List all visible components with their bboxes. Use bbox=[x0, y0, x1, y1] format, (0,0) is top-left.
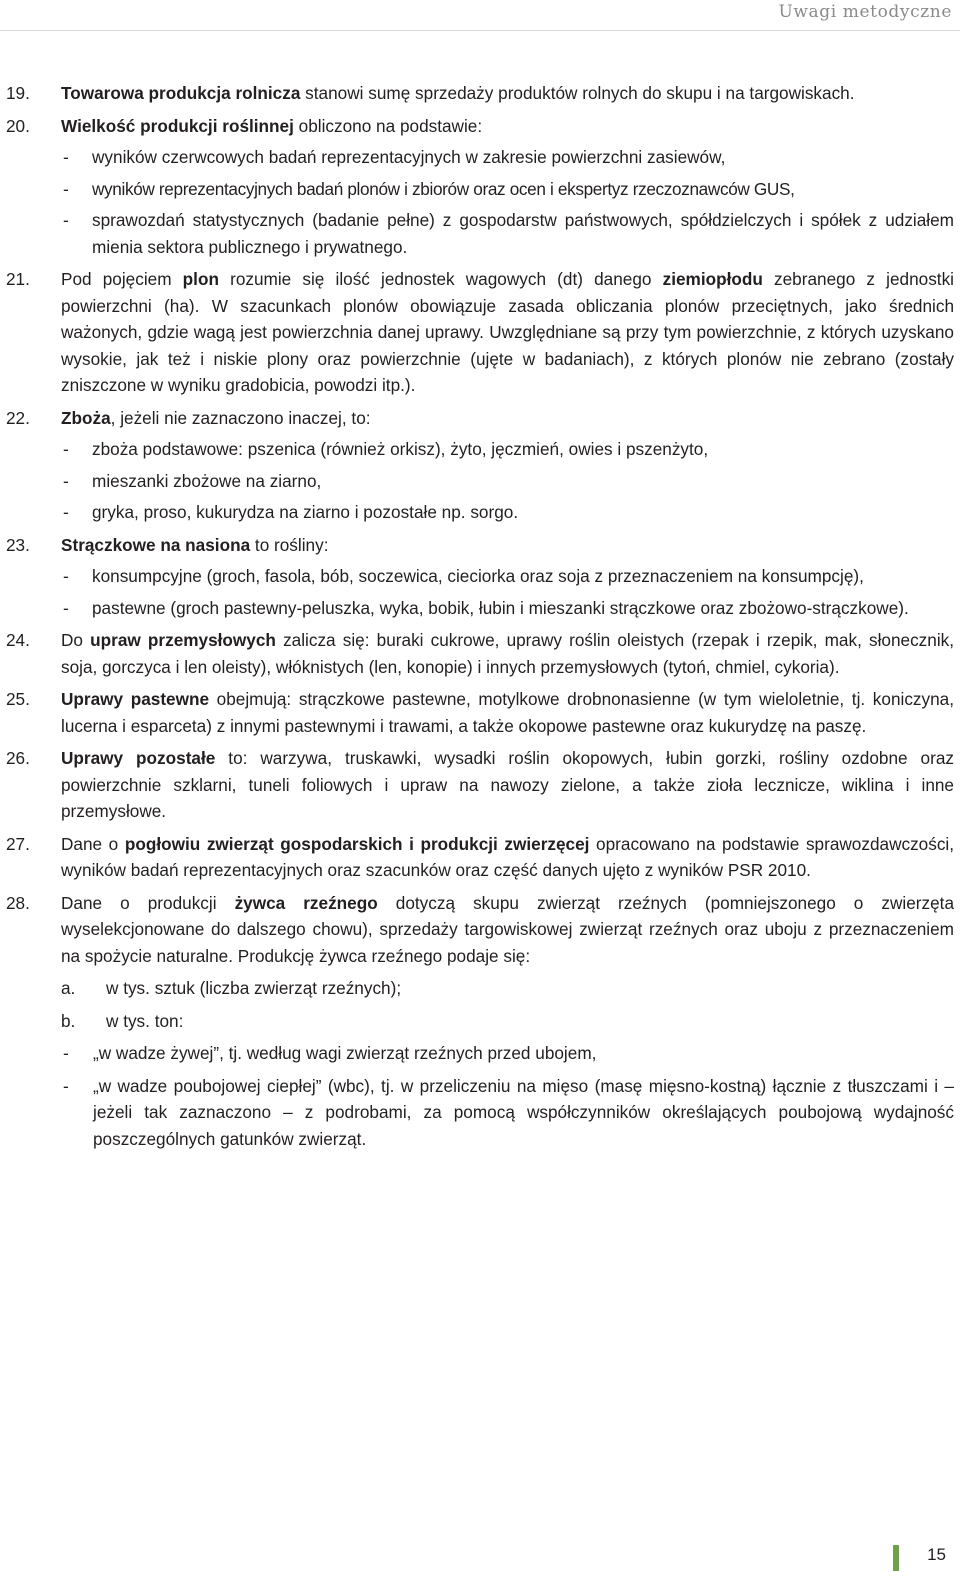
item-body: Uprawy pozostałe to: warzywa, truskawki, wysadki roślin okopowych, łubin gorzki, rośliny ozdobne oraz powierzchnie szklarni, tuneli foliowych i upraw na nawozy zielone, a także zioła lecznicze, wiklina i inne przemysłowe. bbox=[61, 748, 954, 821]
document-body bbox=[6, 80, 954, 1158]
item-24 bbox=[6, 627, 954, 680]
item-number: 24. bbox=[6, 630, 30, 650]
term: upraw przemysłowych bbox=[90, 630, 276, 650]
dash-list bbox=[61, 563, 954, 621]
list-item: - gryka, proso, kukurydza na ziarno i pozostałe np. sorgo. bbox=[61, 499, 954, 526]
item-26 bbox=[6, 745, 954, 825]
header-rule bbox=[0, 30, 960, 31]
running-title: Uwagi metodyczne bbox=[778, 2, 952, 22]
item-body: Zboża, jeżeli nie zaznaczono inaczej, to: - zboża podstawowe: pszenica (również orkisz), żyto, jęczmień, owies i pszenżyto, - mieszanki zbożowe na ziarno, - gryka, proso, kukurydza na ziarno i pozostałe np. sorgo. bbox=[61, 405, 954, 532]
dash-list bbox=[33, 1040, 954, 1152]
list-item: - sprawozdań statystycznych (badanie pełne) z gospodarstw państwowych, spółdzielczych i spółek z udziałem mienia sektora publicznego i prywatnego. bbox=[61, 207, 954, 260]
item-number: 26. bbox=[6, 748, 30, 768]
list-item: - konsumpcyjne (groch, fasola, bób, soczewica, cieciorka oraz soja z przeznaczeniem na konsumpcję), bbox=[61, 563, 954, 590]
item-body: Dane o produkcji żywca rzeźnego dotyczą skupu zwierząt rzeźnych (pomniejszonego o zwierzęta wyselekcjonowane do dalszego chowu), sprzedaży targowiskowej zwierząt rzeźnych oraz uboju z przeznaczeniem na spożycie naturalne. Produkcję żywca rzeźnego podaje się: a. w tys. sztuk (liczba zwierząt rzeźnych); b. w tys. ton: - „w wadze żywej”, tj. według wagi zwierząt rzeźnych przed ubojem, - „w wadze poubojowej ciepłej” (wbc), tj. w przeliczeniu na mięso (masę mięsno-kostną) łącznie z tłuszczami i – jeżeli tak zaznaczono – z podrobami, za pomocą współczynników określających poubojową wydajność poszczególnych gatunków zwierząt. bbox=[61, 890, 954, 1159]
term: pogłowiu zwierząt gospodarskich i produkcji zwierzęcej bbox=[124, 833, 590, 854]
item-22 bbox=[6, 405, 954, 532]
list-item: - „w wadze żywej”, tj. według wagi zwierząt rzeźnych przed ubojem, bbox=[33, 1040, 954, 1067]
item-number: 19. bbox=[6, 83, 30, 103]
item-body: Pod pojęciem plon rozumie się ilość jednostek wagowych (dt) danego ziemiopłodu zebranego z jednostki powierzchni (ha). W szacunkach plonów obowiązuje zasada obliczania plonów przeciętnych, jako średnich ważonych, gdzie wagą jest powierzchnia danej uprawy. Uwzględniane są przy tym powierzchnie, z których uzyskano wysokie, jak też i niskie plony oraz powierzchnie (ujęte w badaniach), z których plonów nie zebrano (zostały zniszczone w wyniku gradobicia, powodzi itp.). bbox=[61, 269, 954, 395]
item-19 bbox=[6, 80, 954, 107]
item-27 bbox=[6, 831, 954, 884]
dash-list bbox=[61, 144, 954, 260]
item-body: Wielkość produkcji roślinnej obliczono na podstawie: - wyników czerwcowych badań reprezentacyjnych w zakresie powierzchni zasiewów, - wyników reprezentacyjnych badań plonów i zbiorów oraz ocen i ekspertyz rzeczoznawców GUS, - sprawozdań statystycznych (badanie pełne) z gospodarstw państwowych, spółdzielczych i spółek z udziałem mienia sektora publicznego i prywatnego. bbox=[61, 113, 954, 267]
item-number: 23. bbox=[6, 534, 30, 555]
page-number: 15 bbox=[927, 1545, 946, 1564]
term: Uprawy pastewne bbox=[61, 689, 210, 709]
list-item: - pastewne (groch pastewny-peluszka, wyka, bobik, łubin i mieszanki strączkowe oraz zbożowo-strączkowe). bbox=[61, 595, 954, 622]
list-item: - wyników czerwcowych badań reprezentacyjnych w zakresie powierzchni zasiewów, bbox=[61, 144, 954, 171]
item-body: Do upraw przemysłowych zalicza się: buraki cukrowe, uprawy roślin oleistych (rzepak i rzepik, mak, słonecznik, soja, gorczyca i len oleisty), włóknistych (len, konopie) i innych przemysłowych (tytoń, chmiel, cykoria). bbox=[61, 630, 955, 677]
list-item: - „w wadze poubojowej ciepłej” (wbc), tj. w przeliczeniu na mięso (masę mięsno-kostną) łącznie z tłuszczami i – jeżeli tak zaznaczono – z podrobami, za pomocą współczynników określających poubojową wydajność poszczególnych gatunków zwierząt. bbox=[33, 1073, 954, 1153]
item-23 bbox=[6, 532, 954, 628]
item-number: 21. bbox=[6, 269, 30, 289]
term: ziemiopłodu bbox=[662, 269, 763, 289]
item-body: Strączkowe na nasiona to rośliny: - konsumpcyjne (groch, fasola, bób, soczewica, cieciorka oraz soja z przeznaczeniem na konsumpcję), - pastewne (groch pastewny-peluszka, wyka, bobik, łubin i mieszanki strączkowe oraz zbożowo-strączkowe). bbox=[61, 532, 954, 628]
term: Strączkowe na nasiona bbox=[61, 534, 251, 555]
page-header bbox=[0, 0, 960, 24]
term: Uprawy pozostałe bbox=[61, 748, 216, 768]
term: Zboża bbox=[61, 407, 111, 428]
list-item: - zboża podstawowe: pszenica (również orkisz), żyto, jęczmień, owies i pszenżyto, bbox=[61, 436, 954, 463]
list-item: b. w tys. ton: bbox=[61, 1008, 954, 1035]
dash-list bbox=[61, 436, 954, 526]
item-number: 22. bbox=[6, 407, 30, 428]
item-number: 20. bbox=[6, 115, 30, 136]
item-body: Uprawy pastewne obejmują: strączkowe pastewne, motylkowe drobnonasienne (w tym wieloletnie, tj. koniczyna, lucerna i esparceta) z innymi pastewnymi i trawami, a także okopowe pastewne oraz kukurydzę na paszę. bbox=[61, 689, 954, 736]
list-item: - mieszanki zbożowe na ziarno, bbox=[61, 468, 954, 495]
term: plon bbox=[182, 269, 219, 289]
item-body: Towarowa produkcja rolnicza stanowi sumę sprzedaży produktów rolnych do skupu i na targowiskach. bbox=[61, 83, 855, 103]
accent-bar bbox=[893, 1545, 899, 1571]
term: żywca rzeźnego bbox=[234, 892, 378, 913]
term: Towarowa produkcja rolnicza bbox=[61, 83, 301, 103]
item-28 bbox=[6, 890, 954, 1159]
lettered-list bbox=[61, 975, 954, 1034]
item-number: 25. bbox=[6, 689, 30, 709]
term: Wielkość produkcji roślinnej bbox=[61, 115, 294, 136]
item-number: 27. bbox=[6, 833, 30, 854]
item-21 bbox=[6, 266, 954, 399]
item-20 bbox=[6, 113, 954, 267]
list-item: - wyników reprezentacyjnych badań plonów i zbiorów oraz ocen i ekspertyz rzeczoznawców GUS, bbox=[61, 176, 954, 203]
list-letter: b. bbox=[61, 1010, 76, 1031]
item-body: Dane o pogłowiu zwierząt gospodarskich i produkcji zwierzęcej opracowano na podstawie sprawozdawczości, wyników badań reprezentacyjnych oraz szacunków oraz część danych ujęto z wyników PSR 2010. bbox=[61, 833, 955, 880]
item-25 bbox=[6, 686, 954, 739]
list-item: a. w tys. sztuk (liczba zwierząt rzeźnych); bbox=[61, 975, 954, 1002]
item-number: 28. bbox=[6, 892, 30, 913]
list-letter: a. bbox=[61, 978, 76, 998]
